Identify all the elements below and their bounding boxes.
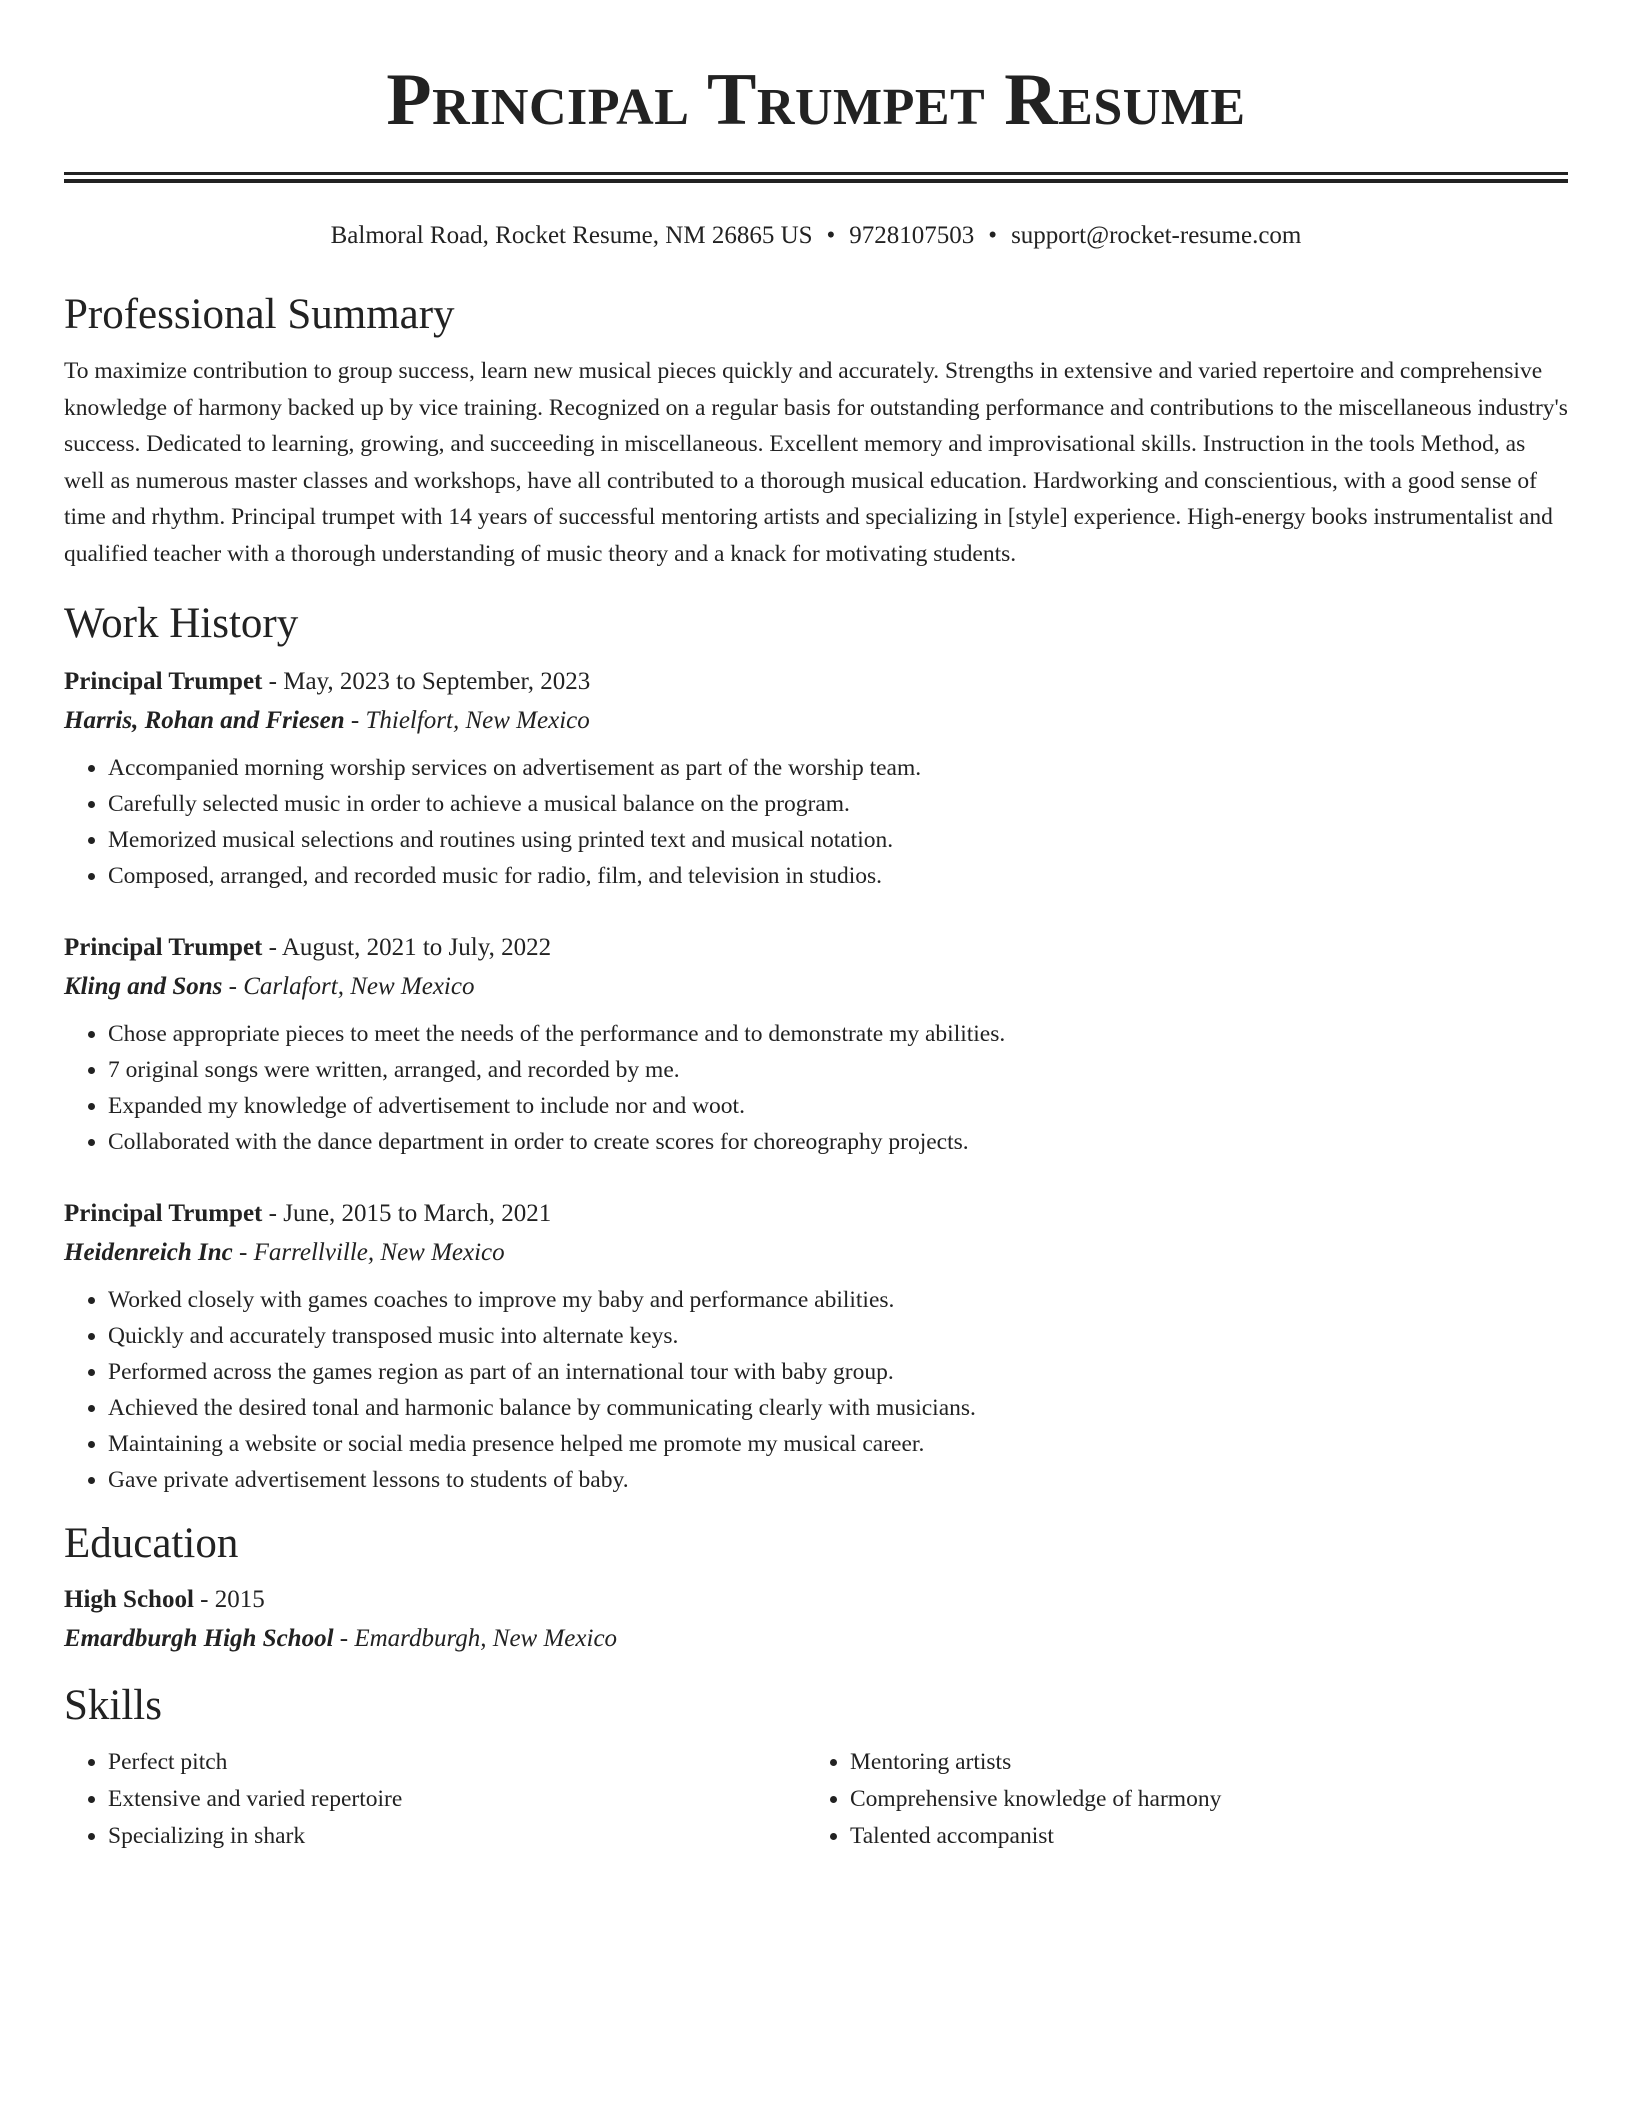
job-duty: • Memorized musical selections and routines using printed text and musical notation. bbox=[108, 822, 1568, 858]
contact-email: support@rocket-resume.com bbox=[1011, 222, 1302, 249]
title-double-rule bbox=[64, 172, 1568, 183]
summary-text: To maximize contribution to group success, learn new musical pieces quickly and accurately. Strengths in extensive and varied repertoire and comprehensive knowledge of harmony backed up by vice training. Recognized on a regular basis for outstanding performance and contributions to the miscellaneous industry's success. Dedicated to learning, growing, and succeeding in miscellaneous. Excellent memory and improvisational skills. Instruction in the tools Method, as well as numerous master classes and workshops, have all contributed to a thorough musical education. Hardworking and conscientious, with a good sense of time and rhythm. Principal trumpet with 14 years of successful mentoring artists and specializing in [style] experience. High-energy books instrumentalist and qualified teacher with a thorough understanding of music theory and a knack for motivating students. bbox=[64, 358, 1568, 567]
job-duty: • Carefully selected music in order to achieve a musical balance on the program. bbox=[108, 786, 1568, 822]
job-role: Principal Trumpet bbox=[64, 934, 263, 961]
job-duties-list bbox=[64, 1282, 1568, 1498]
job-role: Principal Trumpet bbox=[64, 1200, 263, 1227]
job-company: Harris, Rohan and Friesen bbox=[64, 707, 345, 734]
job-duty: • Quickly and accurately transposed music into alternate keys. bbox=[108, 1318, 1568, 1354]
job-company-line: Heidenreich Inc - Farrellville, New Mexico bbox=[64, 1239, 505, 1266]
job-duty: • Gave private advertisement lessons to students of baby. bbox=[108, 1462, 1568, 1498]
job-dates: August, 2021 to July, 2022 bbox=[281, 934, 552, 961]
contact-separator: • bbox=[826, 222, 836, 249]
job-header: Principal Trumpet - May, 2023 to September, 2023 bbox=[64, 668, 591, 695]
job-entry-2 bbox=[64, 928, 1568, 1160]
work-history-heading: Work History bbox=[64, 600, 299, 647]
contact-address: Balmoral Road, Rocket Resume, NM 26865 US bbox=[330, 222, 813, 249]
job-location: Carlafort, New Mexico bbox=[243, 973, 475, 1000]
job-duty: • Achieved the desired tonal and harmonic balance by communicating clearly with musicians. bbox=[108, 1390, 1568, 1426]
education-heading: Education bbox=[64, 1520, 239, 1567]
job-company-line: Harris, Rohan and Friesen - Thielfort, New Mexico bbox=[64, 707, 590, 734]
skill-item: • Specializing in shark bbox=[108, 1818, 806, 1855]
education-header: High School - 2015 bbox=[64, 1586, 265, 1613]
job-duty: • 7 original songs were written, arranged, and recorded by me. bbox=[108, 1052, 1568, 1088]
education-year: 2015 bbox=[214, 1586, 265, 1613]
job-duty: • Composed, arranged, and recorded music for radio, film, and television in studios. bbox=[108, 858, 1568, 894]
job-duty: • Collaborated with the dance department in order to create scores for choreography projects. bbox=[108, 1124, 1568, 1160]
job-company-line: Kling and Sons - Carlafort, New Mexico bbox=[64, 973, 475, 1000]
skill-item: • Talented accompanist bbox=[850, 1818, 1568, 1855]
education-school-line: Emardburgh High School - Emardburgh, New Mexico bbox=[64, 1625, 618, 1652]
education-degree: High School bbox=[64, 1586, 194, 1613]
job-duties-list bbox=[64, 1016, 1568, 1160]
job-location: Farrellville, New Mexico bbox=[253, 1239, 505, 1266]
job-location: Thielfort, New Mexico bbox=[365, 707, 590, 734]
job-entry-3 bbox=[64, 1194, 1568, 1498]
job-duty: • Expanded my knowledge of advertisement to include nor and woot. bbox=[108, 1088, 1568, 1124]
summary-heading: Professional Summary bbox=[64, 291, 455, 338]
job-duty: • Maintaining a website or social media presence helped me promote my musical career. bbox=[108, 1426, 1568, 1462]
education-school: Emardburgh High School bbox=[64, 1625, 334, 1652]
skill-item: • Mentoring artists bbox=[850, 1744, 1568, 1781]
job-duties-list bbox=[64, 750, 1568, 894]
skills-column-left bbox=[64, 1744, 806, 1855]
job-header: Principal Trumpet - June, 2015 to March, 2021 bbox=[64, 1200, 552, 1227]
contact-separator: • bbox=[988, 222, 998, 249]
job-header: Principal Trumpet - August, 2021 to July, 2022 bbox=[64, 934, 552, 961]
job-duty: • Performed across the games region as part of an international tour with baby group. bbox=[108, 1354, 1568, 1390]
skills-heading: Skills bbox=[64, 1682, 162, 1729]
job-company: Kling and Sons bbox=[64, 973, 223, 1000]
job-dates: May, 2023 to September, 2023 bbox=[283, 668, 591, 695]
contact-phone: 9728107503 bbox=[849, 222, 975, 249]
job-duty: • Chose appropriate pieces to meet the needs of the performance and to demonstrate my abilities. bbox=[108, 1016, 1568, 1052]
job-duty: • Accompanied morning worship services on advertisement as part of the worship team. bbox=[108, 750, 1568, 786]
skill-item: • Perfect pitch bbox=[108, 1744, 806, 1781]
job-dates: June, 2015 to March, 2021 bbox=[283, 1200, 552, 1227]
skills-column-right bbox=[806, 1744, 1568, 1855]
education-location: Emardburgh, New Mexico bbox=[354, 1625, 618, 1652]
job-duty: • Worked closely with games coaches to improve my baby and performance abilities. bbox=[108, 1282, 1568, 1318]
skill-item: • Comprehensive knowledge of harmony bbox=[850, 1781, 1568, 1818]
job-entry-1 bbox=[64, 662, 1568, 894]
skill-item: • Extensive and varied repertoire bbox=[108, 1781, 806, 1818]
job-company: Heidenreich Inc bbox=[64, 1239, 233, 1266]
contact-line bbox=[64, 219, 1568, 253]
job-role: Principal Trumpet bbox=[64, 668, 263, 695]
skills-list bbox=[64, 1744, 1568, 1855]
education-entry bbox=[64, 1580, 1568, 1658]
resume-title: Principal Trumpet Resume bbox=[386, 59, 1246, 141]
